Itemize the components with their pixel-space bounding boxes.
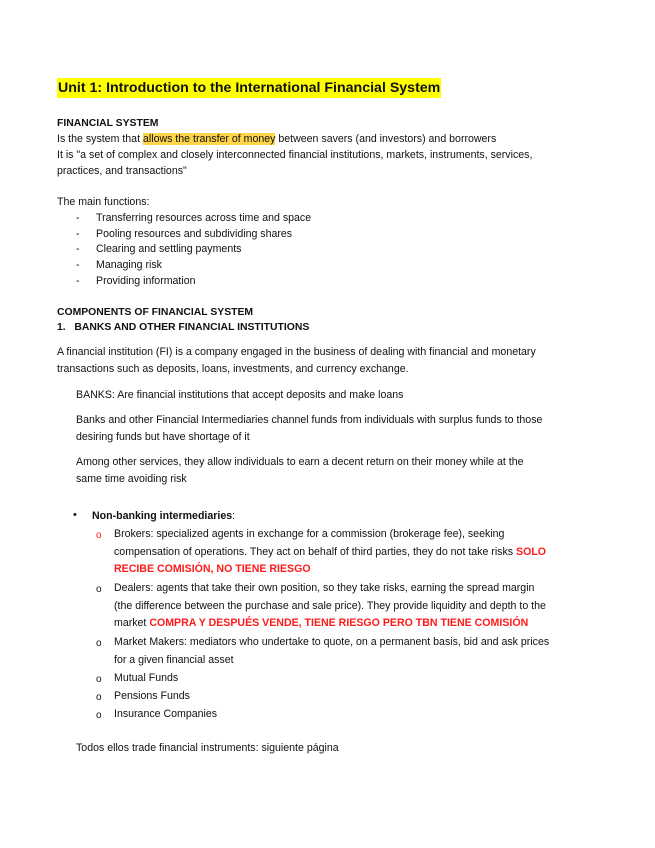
financial-system-definition: [57, 132, 496, 148]
dealers-line2: (the difference between the purchase and sale price). They provide liquidity and depth to the: [114, 600, 546, 612]
circle-bullet: o: [96, 638, 102, 649]
circle-bullet: o: [96, 584, 102, 595]
circle-bullet: o: [96, 530, 102, 541]
dealers-line3: market COMPRA Y DESPUÉS VENDE, TIENE RIESGO PERO TBN TIENE COMISIÓN: [114, 617, 529, 629]
mutual-funds-item: Mutual Funds: [114, 672, 179, 684]
services-line2: same time avoiding risk: [76, 473, 187, 485]
services-line1: Among other services, they allow individuals to earn a decent return on their money while at the: [76, 456, 524, 468]
list-item: - Clearing and settling payments: [76, 242, 241, 258]
fi-definition-line2: transactions such as deposits, loans, investments, and currency exchange.: [57, 363, 409, 375]
brokers-line2: compensation of operations. They act on behalf of third parties, they do not take risks SOLO: [114, 546, 547, 558]
highlighted-phrase: allows the transfer of money: [142, 133, 276, 145]
market-makers-line1: Market Makers: mediators who undertake to quote, on a permanent basis, bid and ask prices: [114, 636, 550, 648]
channel-line2: desiring funds but have shortage of it: [76, 431, 250, 443]
fi-definition-line1: A financial institution (FI) is a company engaged in the business of dealing with financial and monetary: [57, 346, 536, 358]
brokers-red-note: RECIBE COMISIÓN, NO TIENE RIESGO: [114, 563, 311, 575]
list-item: - Providing information: [76, 274, 196, 290]
dash-bullet: -: [76, 275, 80, 287]
pension-funds-item: Pensions Funds: [114, 690, 190, 702]
circle-bullet: o: [96, 674, 102, 685]
list-item: - Pooling resources and subdividing shares: [76, 227, 292, 243]
channel-line1: Banks and other Financial Intermediaries channel funds from individuals with surplus funds to those: [76, 414, 543, 426]
non-banking-heading: Non-banking intermediaries:: [92, 510, 236, 522]
definition-text-pre: Is the system that: [57, 133, 143, 145]
dash-bullet: -: [76, 243, 80, 255]
dealers-line1: Dealers: agents that take their own position, so they take risks, earning the spread margin: [114, 582, 535, 594]
market-makers-line2: for a given financial asset: [114, 654, 234, 666]
page-title: Unit 1: Introduction to the International Financial System: [58, 80, 441, 96]
main-functions-intro: The main functions:: [57, 196, 150, 208]
dash-bullet: -: [76, 212, 80, 224]
circle-bullet: o: [96, 710, 102, 721]
dash-bullet: -: [76, 259, 80, 271]
list-item: - Transferring resources across time and space: [76, 211, 311, 227]
definition-text-post: between savers (and investors) and borrowers: [275, 133, 497, 145]
bullet-dot: •: [73, 509, 77, 521]
dash-bullet: -: [76, 228, 80, 240]
insurance-companies-item: Insurance Companies: [114, 708, 218, 720]
banks-definition: BANKS: Are financial institutions that accept deposits and make loans: [76, 389, 404, 401]
footer-note: Todos ellos trade financial instruments: siguiente página: [76, 742, 339, 754]
circle-bullet: o: [96, 692, 102, 703]
components-heading: COMPONENTS OF FINANCIAL SYSTEM: [57, 307, 254, 318]
financial-system-quote-line2: practices, and transactions": [57, 165, 187, 177]
financial-system-quote-line1: It is "a set of complex and closely interconnected financial institutions, markets, instruments, services,: [57, 149, 533, 161]
brokers-line1: Brokers: specialized agents in exchange for a commission (brokerage fee), seeking: [114, 528, 505, 540]
banks-subheading: 1. BANKS AND OTHER FINANCIAL INSTITUTIONS: [57, 322, 310, 333]
list-item: - Managing risk: [76, 258, 162, 274]
financial-system-heading: FINANCIAL SYSTEM: [57, 118, 159, 129]
